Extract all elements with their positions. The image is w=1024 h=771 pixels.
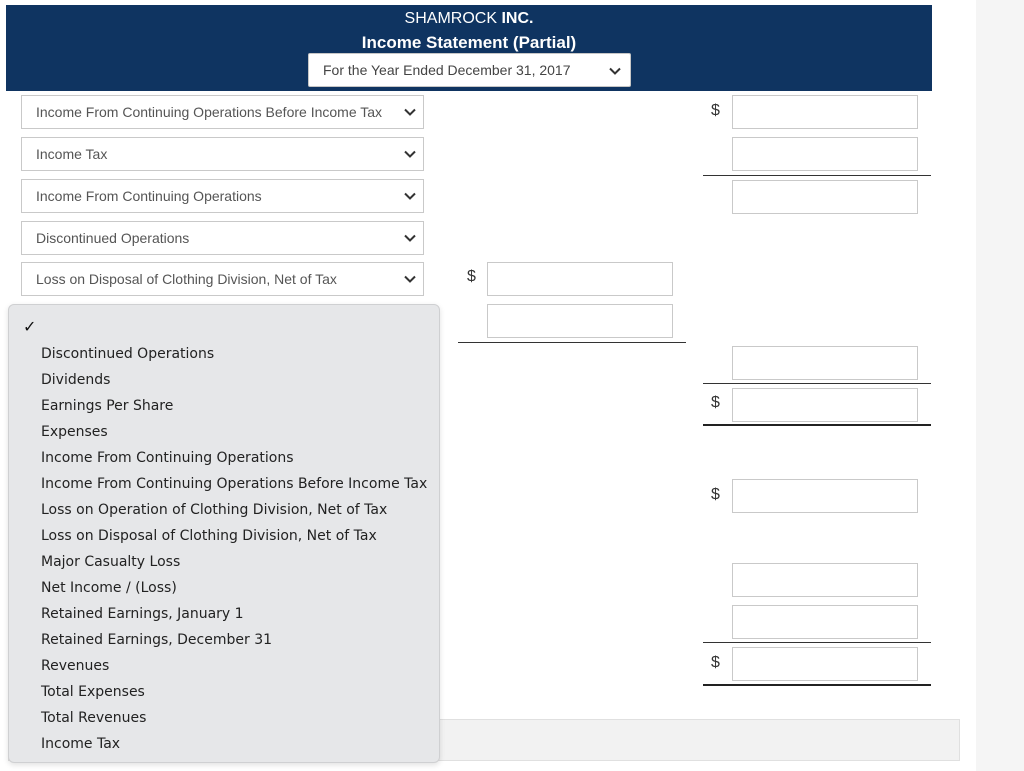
- amount-input-mid-2[interactable]: [487, 304, 673, 338]
- statement-title: Income Statement (Partial): [361, 33, 577, 52]
- dropdown-option[interactable]: Loss on Disposal of Clothing Division, Net of Tax: [41, 528, 377, 544]
- currency-symbol: $: [711, 486, 720, 503]
- amount-input-right-9[interactable]: [732, 647, 918, 681]
- dropdown-option[interactable]: Income From Continuing Operations: [41, 450, 294, 466]
- dropdown-option[interactable]: Income Tax: [41, 736, 121, 752]
- dropdown-option[interactable]: Revenues: [41, 658, 110, 674]
- period-select[interactable]: [308, 53, 631, 87]
- dropdown-option[interactable]: Retained Earnings, January 1: [41, 606, 244, 622]
- chevron-down-icon: [403, 147, 417, 161]
- dropdown-option[interactable]: Total Revenues: [41, 710, 147, 726]
- company-name: [6, 10, 932, 28]
- chevron-down-icon: [403, 105, 417, 119]
- dropdown-option[interactable]: Retained Earnings, December 31: [41, 632, 273, 648]
- dropdown-option[interactable]: Earnings Per Share: [41, 398, 174, 414]
- right-gutter: [976, 0, 1024, 771]
- statement-header: [6, 5, 932, 91]
- dropdown-option[interactable]: Loss on Operation of Clothing Division, Net of Tax: [41, 502, 388, 518]
- currency-symbol: $: [711, 102, 720, 119]
- subtotal-line: [703, 642, 931, 643]
- chevron-down-icon: [608, 64, 622, 78]
- dropdown-option[interactable]: Income From Continuing Operations Before Income Tax: [41, 476, 428, 492]
- row-1-select[interactable]: [21, 95, 424, 129]
- period-select-value: For the Year Ended December 31, 2017: [323, 62, 571, 78]
- subtotal-line: [458, 342, 686, 343]
- row-1-select-value: Income From Continuing Operations Before Income Tax: [36, 104, 383, 120]
- dropdown-option[interactable]: Total Expenses: [41, 684, 145, 700]
- row-4-select[interactable]: [21, 221, 424, 255]
- chevron-down-icon: [403, 272, 417, 286]
- dropdown-menu: [8, 304, 440, 763]
- row-2-select[interactable]: [21, 137, 424, 171]
- subtotal-line: [703, 383, 931, 384]
- checkmark-icon: ✓: [23, 319, 37, 336]
- row-3-select[interactable]: [21, 179, 424, 213]
- amount-input-right-5[interactable]: [732, 388, 918, 422]
- dropdown-option[interactable]: Net Income / (Loss): [41, 580, 177, 596]
- row-2-select-value: Income Tax: [36, 146, 108, 162]
- dropdown-option[interactable]: Major Casualty Loss: [41, 554, 181, 570]
- row-5-select[interactable]: [21, 262, 424, 296]
- amount-input-right-2[interactable]: [732, 137, 918, 171]
- amount-input-right-8[interactable]: [732, 605, 918, 639]
- currency-symbol: $: [711, 394, 720, 411]
- amount-input-right-6[interactable]: [732, 479, 918, 513]
- amount-input-right-7[interactable]: [732, 563, 918, 597]
- currency-symbol: $: [711, 654, 720, 671]
- chevron-down-icon: [403, 189, 417, 203]
- row-4-select-value: Discontinued Operations: [36, 230, 190, 246]
- amount-input-right-3[interactable]: [732, 180, 918, 214]
- amount-input-mid-1[interactable]: [487, 262, 673, 296]
- chevron-down-icon: [403, 231, 417, 245]
- currency-symbol: $: [467, 268, 476, 285]
- amount-input-right-4[interactable]: [732, 346, 918, 380]
- dropdown-option[interactable]: Discontinued Operations: [41, 346, 215, 362]
- row-3-select-value: Income From Continuing Operations: [36, 188, 262, 204]
- dropdown-option[interactable]: Expenses: [41, 424, 108, 440]
- amount-input-right-1[interactable]: [732, 95, 918, 129]
- company-name-text: SHAMROCK: [404, 10, 497, 27]
- subtotal-line: [703, 175, 931, 176]
- company-suffix: INC.: [501, 10, 534, 27]
- row-5-select-value: Loss on Disposal of Clothing Division, Net of Tax: [36, 271, 337, 287]
- total-double-line: [703, 684, 931, 686]
- dropdown-option[interactable]: Dividends: [41, 372, 111, 388]
- total-double-line: [703, 424, 931, 426]
